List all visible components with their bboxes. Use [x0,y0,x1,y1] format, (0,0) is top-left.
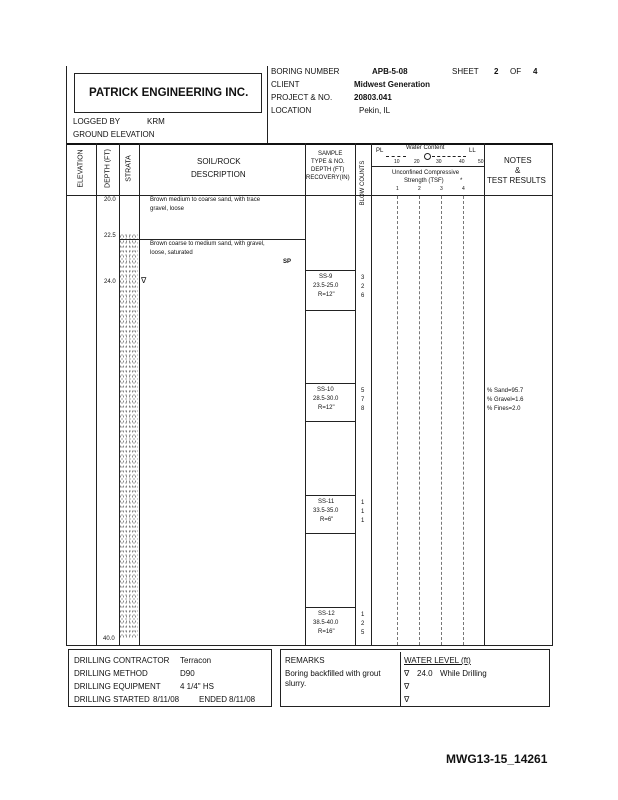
ucs-label-2: Strength (TSF) [404,178,444,184]
sheet-total: 4 [533,67,538,76]
wc-tick-50: 50 [478,159,484,165]
ucs-star: * [460,178,463,184]
ucs-label-1: Unconfined Compressive [392,170,460,176]
water-level-value: 24.0 [417,669,433,678]
company-name: PATRICK ENGINEERING INC. [89,87,249,99]
pl-dash [386,156,406,157]
sheet-label: SHEET [452,67,479,76]
table-left-border [66,143,67,645]
depth-20: 20.0 [104,197,116,203]
project-label: PROJECT & NO. [271,93,333,102]
sample-12-type: SS-12 [318,611,335,617]
depth-40: 40.0 [103,636,115,642]
grid-line-2 [419,196,420,645]
sample-12-top [305,607,355,608]
sample-11-bottom [305,533,355,534]
left-border-top [66,66,67,144]
water-level-note: While Drilling [440,669,487,678]
ucs-tick-1: 1 [396,186,399,192]
boring-number: APB-5-08 [372,67,408,76]
method-label: DRILLING METHOD [74,669,148,678]
table-bottom-border [66,645,553,646]
sample-9-top [305,270,355,271]
notes-header-3: TEST RESULTS [487,176,546,185]
ucs-tick-2: 2 [418,186,421,192]
sample-9-type: SS-9 [319,274,333,280]
sheet-of: OF [510,67,522,76]
sample-12-recovery: R=16" [318,629,335,635]
equipment-value: 4 1/4" HS [180,682,214,691]
remarks-label: REMARKS [285,656,325,665]
remarks-divider [400,652,401,706]
blow-counts-header: BLOW COUNTS [360,160,366,206]
ucs-tick-3: 3 [440,186,443,192]
soil-layer-1-line-2: gravel, loose [150,206,185,212]
water-level-symbol-3: ∇ [404,695,410,704]
sample-9-recovery: R=12" [318,292,335,298]
sample-header-2: TYPE & NO. [311,159,345,165]
grid-line-3 [441,196,442,645]
sample-10-type: SS-10 [317,387,334,393]
layer-boundary [120,239,305,240]
note-sand: % Sand=95.7 [487,388,524,394]
wc-tick-20: 20 [414,159,420,165]
logged-by-label: LOGGED BY [73,117,121,126]
ll-label: LL [469,148,476,154]
note-gravel: % Gravel=1.6 [487,397,524,403]
strata-header: STRATA [125,155,133,182]
strata-col-line [139,143,140,645]
project-number: 20803.041 [354,93,392,102]
water-content-label: Water Content [406,145,445,151]
sample-header-3: DEPTH (FT) [311,167,345,173]
note-fines: % Fines=2.0 [487,406,521,412]
table-right-border [552,143,553,645]
started-label: DRILLING STARTED [74,695,150,704]
sample-12-depth: 38.5-40.0 [313,620,339,626]
sample-11-type: SS-11 [318,499,335,505]
grid-line-1 [397,196,398,645]
client-label: CLIENT [271,80,300,89]
contractor-value: Terracon [180,656,212,665]
sample-9-blow-1: 3 [361,275,365,281]
sample-10-top [305,383,355,384]
soil-header-1: SOIL/ROCK [197,157,241,166]
uscs-symbol: SP [283,259,292,265]
depth-22-5: 22.5 [104,233,116,239]
water-level-symbol: ∇ [141,276,147,285]
client-value: Midwest Generation [354,80,431,89]
remarks-line-2: slurry. [285,679,307,688]
sample-11-blow-2: 1 [361,509,365,515]
sheet-number: 2 [494,67,499,76]
water-level-symbol-1: ∇ [404,669,410,678]
sample-12-blow-3: 5 [361,630,365,636]
water-level-symbol-2: ∇ [404,682,410,691]
logged-by-value: KRM [147,117,165,126]
sample-12-blow-1: 1 [361,612,365,618]
sample-9-bottom [305,310,355,311]
elevation-header: ELEVATION [77,149,85,188]
grid-line-4 [463,196,464,645]
soil-header-2: DESCRIPTION [191,170,246,179]
wc-tick-30: 30 [436,159,442,165]
sample-header-1: SAMPLE [318,151,343,157]
remarks-line-1: Boring backfilled with grout [285,669,381,678]
contractor-label: DRILLING CONTRACTOR [74,656,170,665]
strata-pattern-sand [120,233,138,638]
pl-label: PL [376,148,384,154]
sample-10-blow-3: 8 [361,406,365,412]
ll-dash [432,156,466,157]
started-value: 8/11/08 [153,695,180,704]
company-name-box [74,73,262,113]
water-content-circle [424,153,431,160]
soil-layer-2-line-1: Brown coarse to medium sand, with gravel, [150,241,265,247]
plot-col-line [371,143,372,645]
sample-11-top [305,495,355,496]
notes-header-2: & [515,166,521,175]
sample-9-blow-3: 6 [361,293,365,299]
location-label: LOCATION [271,106,312,115]
sample-11-blow-1: 1 [361,500,365,506]
sample-10-depth: 28.5-30.0 [313,396,339,402]
sample-12-blow-2: 2 [361,621,365,627]
water-level-label: WATER LEVEL (ft) [404,656,471,665]
location-value: Pekin, IL [359,106,391,115]
depth-header: DEPTH (FT) [104,149,112,188]
blows-col-line [355,143,356,645]
notes-col-line [484,143,485,645]
ucs-tick-4: 4 [462,186,465,192]
ended-label: ENDED [199,695,228,704]
sample-11-recovery: R=6" [320,517,334,523]
sample-10-bottom [305,421,355,422]
soil-layer-1-line-1: Brown medium to coarse sand, with trace [150,197,261,203]
sample-header-4: RECOVERY(IN) [306,175,350,181]
sample-11-depth: 33.5-35.0 [313,508,339,514]
elevation-col-line [96,143,97,645]
header-divider [267,66,268,144]
boring-number-label: BORING NUMBER [271,67,340,76]
notes-header-1: NOTES [504,156,532,165]
sample-9-blow-2: 2 [361,284,365,290]
ended-value: 8/11/08 [229,695,256,704]
plot-header-divider [372,166,484,167]
sample-10-blow-2: 7 [361,397,365,403]
depth-24: 24.0 [104,279,116,285]
method-value: D90 [180,669,195,678]
wc-tick-40: 40 [459,159,465,165]
document-id: MWG13-15_14261 [446,752,548,766]
equipment-label: DRILLING EQUIPMENT [74,682,161,691]
wc-tick-10: 10 [394,159,400,165]
sample-10-blow-1: 5 [361,388,365,394]
sample-11-blow-3: 1 [361,518,365,524]
soil-layer-2-line-2: loose, saturated [150,250,193,256]
sample-10-recovery: R=12" [318,405,335,411]
sample-col-line [305,143,306,645]
ground-elevation-label: GROUND ELEVATION [73,130,155,139]
sample-9-depth: 23.5-25.0 [313,283,339,289]
